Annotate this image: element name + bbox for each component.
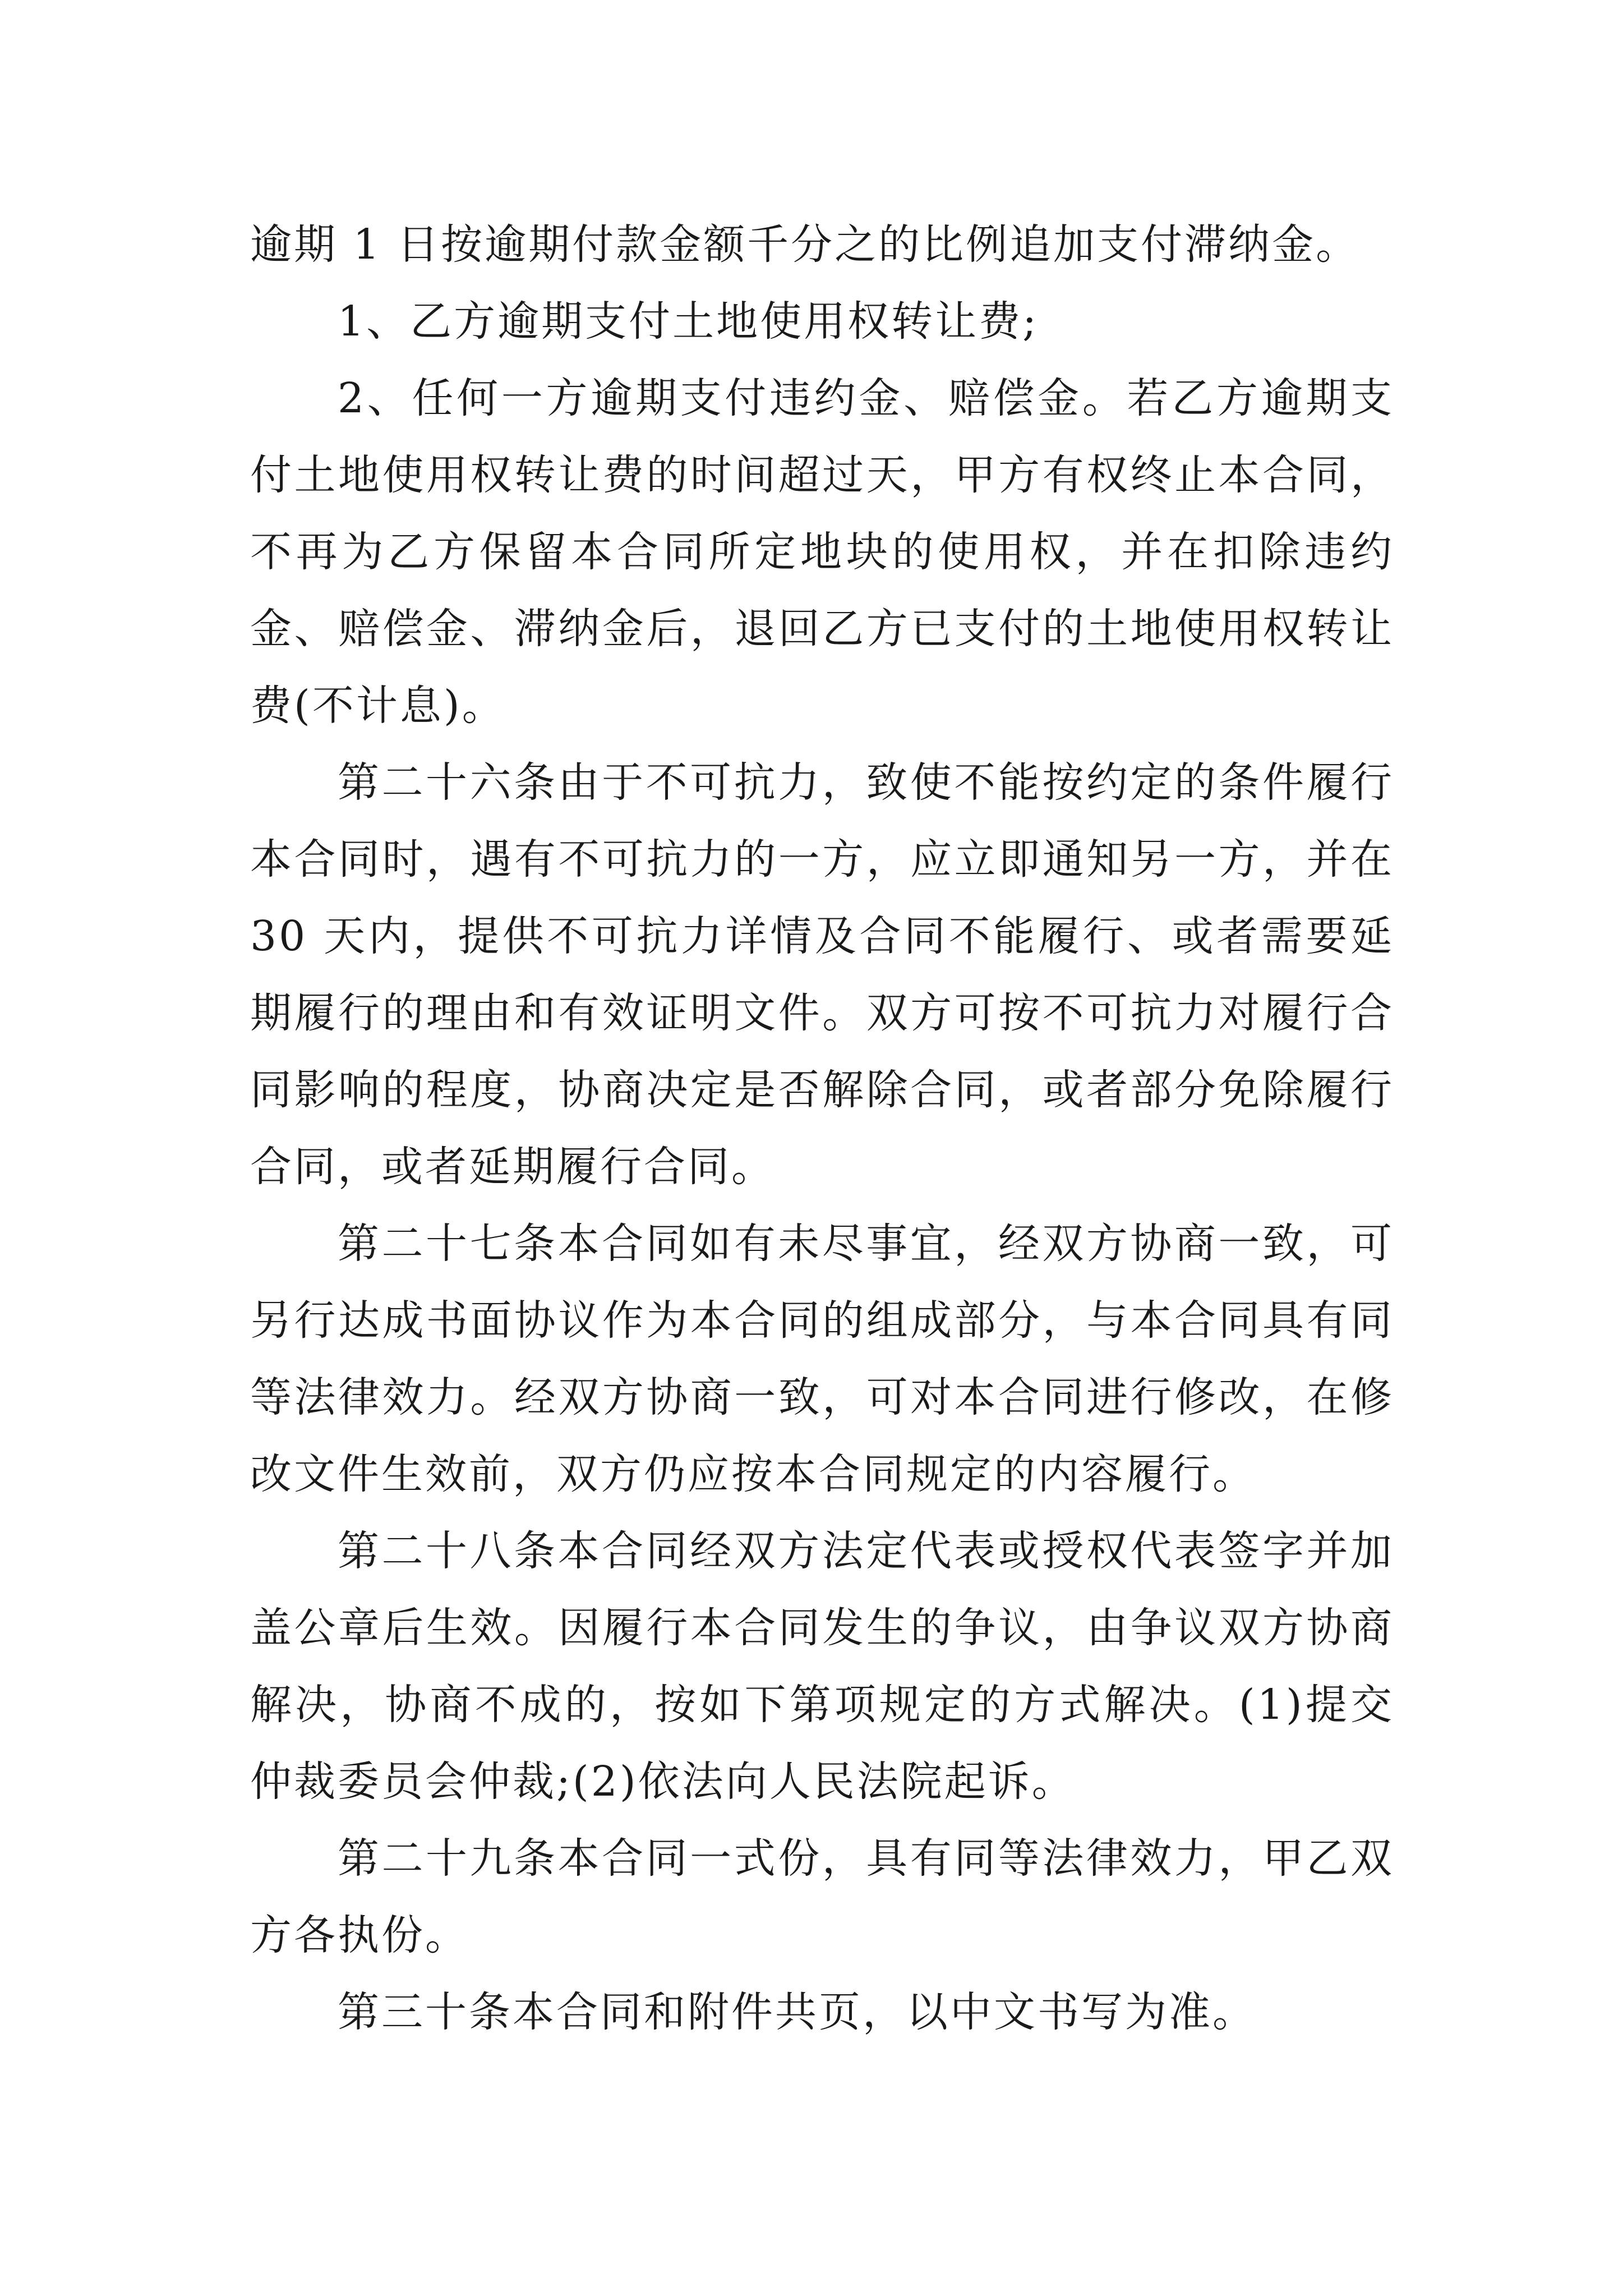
paragraph-item-2: 2、任何一方逾期支付违约金、赔偿金。若乙方逾期支付土地使用权转让费的时间超过天，甲方有权终止本合同，不再为乙方保留本合同所定地块的使用权，并在扣除违约金、赔偿金、滞纳金后，退回乙方已支付的土地使用权转让费(不计息)。 bbox=[250, 374, 1394, 730]
paragraph-article-28: 第二十八条本合同经双方法定代表或授权代表签字并加盖公章后生效。因履行本合同发生的争议，由争议双方协商解决，协商不成的，按如下第项规定的方式解决。(1)提交仲裁委员会仲裁;(2)依法向人民法院起诉。 bbox=[250, 1527, 1394, 1806]
paragraph-article-27: 第二十七条本合同如有未尽事宜，经双方协商一致，可另行达成书面协议作为本合同的组成部分，与本合同具有同等法律效力。经双方协商一致，可对本合同进行修改，在修改文件生效前，双方仍应按本合同规定的内容履行。 bbox=[250, 1220, 1394, 1498]
paragraph-item-1: 1、乙方逾期支付土地使用权转让费; bbox=[338, 297, 1039, 346]
paragraph-late-fee: 逾期 1 日按逾期付款金额千分之的比例追加支付滞纳金。 bbox=[250, 220, 1360, 269]
paragraph-article-26: 第二十六条由于不可抗力，致使不能按约定的条件履行本合同时，遇有不可抗力的一方，应立即通知另一方，并在30 天内，提供不可抗力详情及合同不能履行、或者需要延期履行的理由和有效证明文件。双方可按不可抗力对履行合同影响的程度，协商决定是否解除合同，或者部分免除履行合同，或者延期履行合同。 bbox=[250, 758, 1394, 1191]
paragraph-article-29: 第二十九条本合同一式份，具有同等法律效力，甲乙双方各执份。 bbox=[250, 1834, 1394, 1959]
paragraph-article-30: 第三十条本合同和附件共页，以中文书写为准。 bbox=[338, 1988, 1256, 2036]
document-body bbox=[250, 206, 1394, 2051]
